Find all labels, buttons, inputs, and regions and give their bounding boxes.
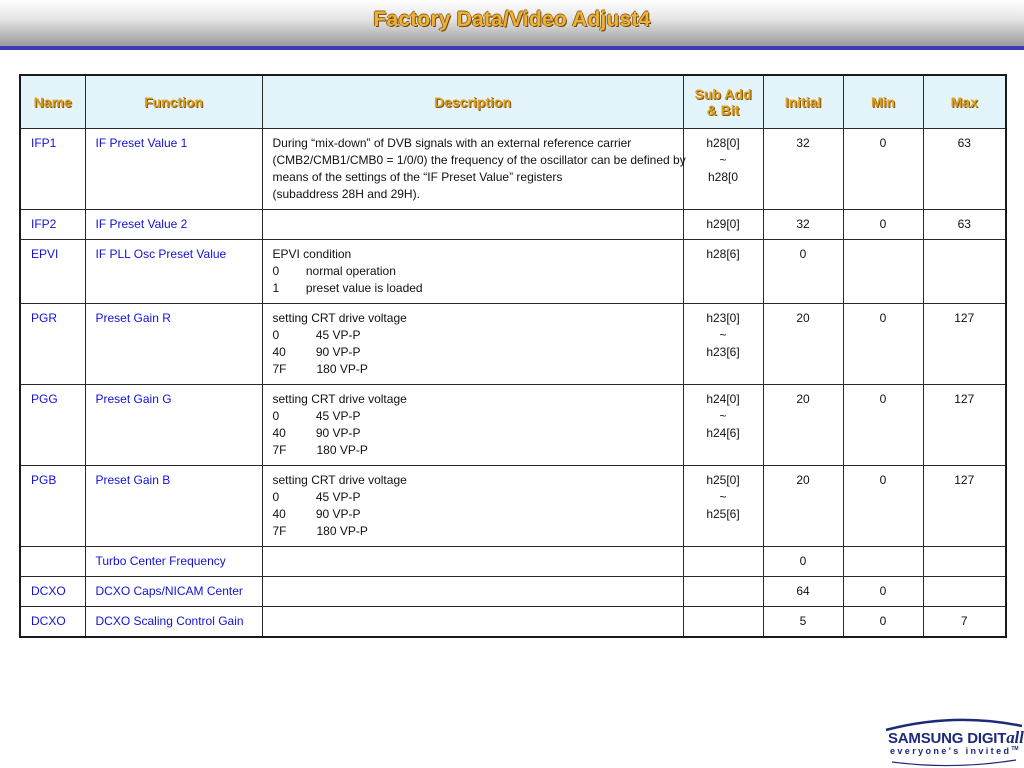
cell-name: PGG [20, 385, 85, 466]
cell-max [923, 577, 1006, 607]
cell-max: 127 [923, 466, 1006, 547]
cell-subaddr [683, 210, 763, 240]
header-name: Name [20, 75, 85, 129]
subaddr-line: ~ [719, 328, 727, 342]
cell-function: IF Preset Value 2 [85, 210, 262, 240]
cell-description [262, 466, 683, 547]
logo-brand-text: SAMSUNG DIGIT [888, 730, 1007, 747]
description-line: 40 90 VP-P [272, 507, 361, 521]
cell-subaddr [683, 240, 763, 304]
cell-subaddr [683, 577, 763, 607]
cell-subaddr [683, 304, 763, 385]
cell-subaddr [683, 385, 763, 466]
title-bar [0, 0, 1024, 50]
table-row [20, 129, 1006, 210]
logo-brand [888, 728, 1024, 748]
cell-subaddr [683, 466, 763, 547]
cell-max [923, 547, 1006, 577]
header-subaddr [683, 75, 763, 129]
table-row [20, 547, 1006, 577]
header-function: Function [85, 75, 262, 129]
cell-function: Preset Gain R [85, 304, 262, 385]
description-line: 0 45 VP-P [272, 328, 361, 342]
cell-initial: 20 [763, 466, 843, 547]
cell-function: IF Preset Value 1 [85, 129, 262, 210]
cell-name: PGB [20, 466, 85, 547]
logo-tagline-text: everyone's invited [890, 746, 1012, 756]
cell-max: 63 [923, 210, 1006, 240]
subaddr-line: h28[0] [706, 136, 740, 150]
description-line: setting CRT drive voltage [272, 392, 407, 406]
cell-min: 0 [843, 466, 923, 547]
header-description: Description [262, 75, 683, 129]
cell-description [262, 210, 683, 240]
cell-subaddr [683, 547, 763, 577]
cell-function: DCXO Caps/NICAM Center [85, 577, 262, 607]
table-row [20, 577, 1006, 607]
header-min: Min [843, 75, 923, 129]
cell-min [843, 240, 923, 304]
description-line: EPVI condition [272, 247, 352, 261]
description-line: means of the settings of the “IF Preset Value” registers [272, 170, 563, 184]
description-line: 0 45 VP-P [272, 490, 361, 504]
subaddr-line: h23[6] [706, 345, 740, 359]
cell-function: Turbo Center Frequency [85, 547, 262, 577]
subaddr-line: ~ [719, 409, 727, 423]
table-row [20, 210, 1006, 240]
cell-initial: 0 [763, 547, 843, 577]
cell-name: IFP2 [20, 210, 85, 240]
samsung-logo [884, 716, 1024, 768]
cell-name [20, 547, 85, 577]
description-line: During “mix-down” of DVB signals with an external reference carrier [272, 136, 632, 150]
cell-initial: 0 [763, 240, 843, 304]
adjust-table [19, 74, 1007, 638]
cell-min: 0 [843, 304, 923, 385]
cell-description [262, 304, 683, 385]
table-row [20, 466, 1006, 547]
subaddr-line: h24[6] [706, 426, 740, 440]
cell-description [262, 129, 686, 210]
subaddr-line: h25[6] [706, 507, 740, 521]
subaddr-line: h29[0] [706, 217, 740, 231]
table-row [20, 304, 1006, 385]
subaddr-line: h28[0 [707, 170, 739, 184]
description-line: 0 45 VP-P [272, 409, 361, 423]
cell-max: 63 [923, 129, 1006, 210]
description-line: setting CRT drive voltage [272, 311, 407, 325]
cell-min: 0 [843, 129, 923, 210]
cell-function: IF PLL Osc Preset Value [85, 240, 262, 304]
cell-min: 0 [843, 607, 923, 638]
cell-function: Preset Gain B [85, 466, 262, 547]
subaddr-line: ~ [719, 490, 727, 504]
description-line: 1 preset value is loaded [272, 281, 423, 295]
cell-description [262, 547, 683, 577]
cell-min: 0 [843, 210, 923, 240]
subaddr-line: h24[0] [706, 392, 740, 406]
cell-initial: 32 [763, 210, 843, 240]
cell-min [843, 547, 923, 577]
cell-function: Preset Gain G [85, 385, 262, 466]
description-line: (subaddress 28H and 29H). [272, 187, 420, 201]
cell-initial: 64 [763, 577, 843, 607]
description-line: 7F 180 VP-P [272, 362, 368, 376]
header-subaddr-line2: & Bit [706, 102, 740, 118]
cell-min: 0 [843, 385, 923, 466]
table-header-row [20, 75, 1006, 129]
cell-subaddr [683, 129, 763, 210]
description-line: 0 normal operation [272, 264, 396, 278]
table-body [20, 129, 1006, 638]
description-line: 40 90 VP-P [272, 426, 361, 440]
table-row [20, 240, 1006, 304]
cell-initial: 5 [763, 607, 843, 638]
cell-min: 0 [843, 577, 923, 607]
cell-name: DCXO [20, 607, 85, 638]
cell-initial: 20 [763, 385, 843, 466]
subaddr-line: h28[6] [706, 247, 740, 261]
page-title: Factory Data/Video Adjust4 [373, 8, 651, 31]
cell-max: 127 [923, 304, 1006, 385]
cell-max: 7 [923, 607, 1006, 638]
cell-max: 127 [923, 385, 1006, 466]
table-container [19, 74, 1005, 638]
cell-description [262, 240, 683, 304]
subaddr-line: ~ [719, 153, 727, 167]
cell-name: DCXO [20, 577, 85, 607]
description-line: (CMB2/CMB1/CMB0 = 1/0/0) the frequency of the oscillator can be defined by [272, 153, 686, 167]
description-line: 7F 180 VP-P [272, 443, 368, 457]
cell-name: EPVI [20, 240, 85, 304]
description-line: 40 90 VP-P [272, 345, 361, 359]
cell-description [262, 607, 683, 638]
description-line: setting CRT drive voltage [272, 473, 407, 487]
cell-function: DCXO Scaling Control Gain [85, 607, 262, 638]
cell-max [923, 240, 1006, 304]
logo-tagline [890, 746, 1019, 756]
cell-name: IFP1 [20, 129, 85, 210]
cell-subaddr [683, 607, 763, 638]
cell-description [262, 577, 683, 607]
subaddr-line: h23[0] [706, 311, 740, 325]
table-row [20, 385, 1006, 466]
cell-name: PGR [20, 304, 85, 385]
header-subaddr-line1: Sub Add [694, 86, 752, 102]
header-initial: Initial [763, 75, 843, 129]
subaddr-line: h25[0] [706, 473, 740, 487]
table-row [20, 607, 1006, 638]
logo-brand-suffix: all [1006, 728, 1024, 747]
cell-description [262, 385, 683, 466]
logo-trademark: TM [1011, 746, 1019, 752]
header-max: Max [923, 75, 1006, 129]
description-line: 7F 180 VP-P [272, 524, 368, 538]
cell-initial: 20 [763, 304, 843, 385]
cell-initial: 32 [763, 129, 843, 210]
